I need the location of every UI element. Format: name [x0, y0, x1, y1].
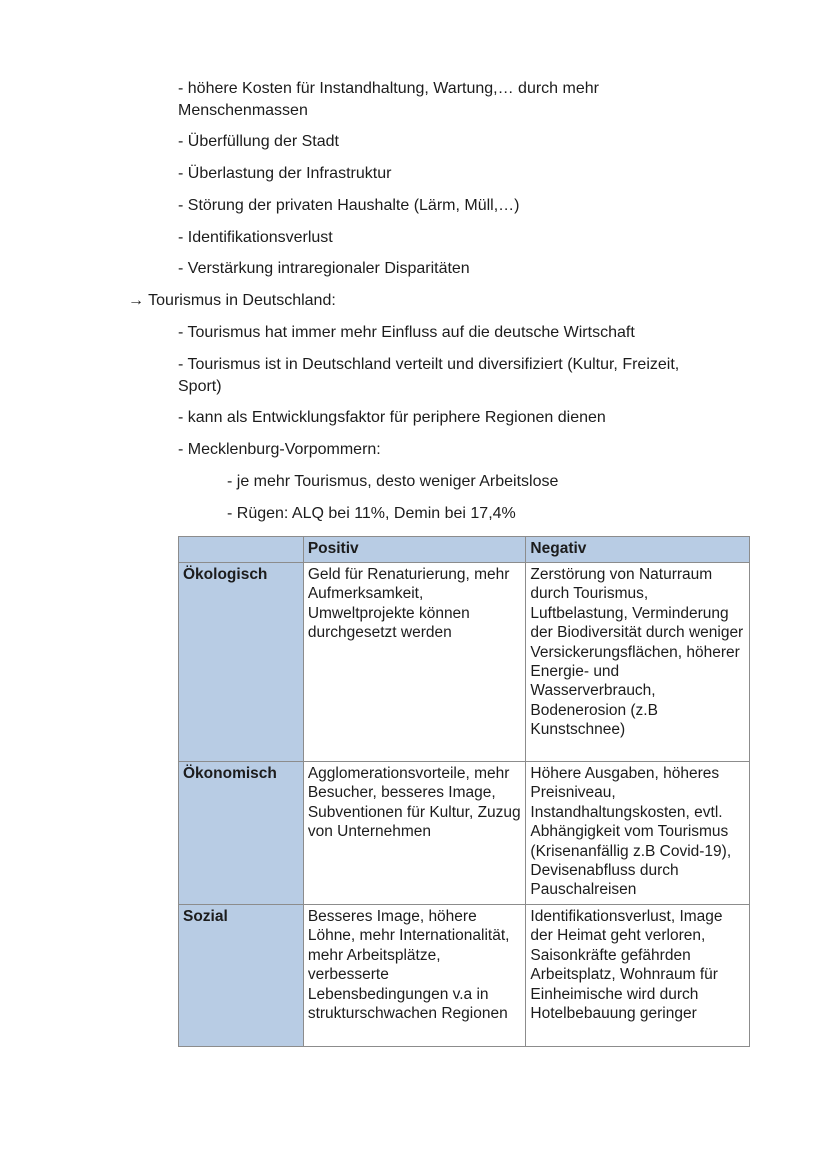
- sub-bullet-unemployment: - je mehr Tourismus, desto weniger Arbeitslose: [227, 473, 559, 490]
- header-positiv: Positiv: [303, 537, 526, 563]
- cell-positiv: Agglomerationsvorteile, mehr Besucher, besseres Image, Subventionen für Kultur, Zuzug von Unternehmen: [303, 762, 526, 905]
- cell-positiv: Geld für Renaturierung, mehr Aufmerksamkeit, Umweltprojekte können durchgesetzt werden: [303, 563, 526, 762]
- table-row: [179, 563, 750, 762]
- cell-negativ: Höhere Ausgaben, höheres Preisniveau, Instandhaltungskosten, evtl. Abhängigkeit vom Tourismus (Krisenanfällig z.B Covid-19), Devisenabfluss durch Pauschalreisen: [526, 762, 750, 905]
- table-row: [179, 762, 750, 905]
- bullet-influence: - Tourismus hat immer mehr Einfluss auf die deutsche Wirtschaft: [178, 324, 635, 341]
- bullet-identity-loss: - Identifikationsverlust: [178, 229, 333, 246]
- row-label: Sozial: [179, 905, 304, 1047]
- impact-table: [178, 536, 750, 1047]
- cell-negativ: Zerstörung von Naturraum durch Tourismus, Luftbelastung, Verminderung der Biodiversität durch weniger Versickerungsflächen, höherer Energie- und Wasserverbrauch, Bodenerosion (z.B Kunstschnee): [526, 563, 750, 762]
- bullet-disparities: - Verstärkung intraregionaler Disparitäten: [178, 260, 470, 277]
- sub-bullet-ruegen: - Rügen: ALQ bei 11%, Demin bei 17,4%: [227, 505, 516, 522]
- bullet-costs: - höhere Kosten für Instandhaltung, Wartung,… durch mehr: [178, 80, 599, 97]
- bullet-development: - kann als Entwicklungsfaktor für periphere Regionen dienen: [178, 409, 606, 426]
- row-label: Ökologisch: [179, 563, 304, 762]
- bullet-disturbance: - Störung der privaten Haushalte (Lärm, Müll,…): [178, 197, 520, 214]
- section-heading: → Tourismus in Deutschland:: [128, 292, 336, 309]
- bullet-mv: - Mecklenburg-Vorpommern:: [178, 441, 381, 458]
- header-empty: [179, 537, 304, 563]
- table-row: [179, 905, 750, 1047]
- cell-positiv: Besseres Image, höhere Löhne, mehr Internationalität, mehr Arbeitsplätze, verbesserte Lebensbedingungen v.a in strukturschwachen Regionen: [303, 905, 526, 1047]
- table-header-row: [179, 537, 750, 563]
- bullet-diversified-cont: Sport): [178, 378, 222, 395]
- bullet-overcrowding: - Überfüllung der Stadt: [178, 133, 339, 150]
- bullet-costs-cont: Menschenmassen: [178, 102, 308, 119]
- bullet-diversified: - Tourismus ist in Deutschland verteilt und diversifiziert (Kultur, Freizeit,: [178, 356, 680, 373]
- bullet-infrastructure: - Überlastung der Infrastruktur: [178, 165, 392, 182]
- cell-negativ: Identifikationsverlust, Image der Heimat geht verloren, Saisonkräfte gefährden Arbeitsplatz, Wohnraum für Einheimische wird durch Hotelbebauung geringer: [526, 905, 750, 1047]
- header-negativ: Negativ: [526, 537, 750, 563]
- row-label: Ökonomisch: [179, 762, 304, 905]
